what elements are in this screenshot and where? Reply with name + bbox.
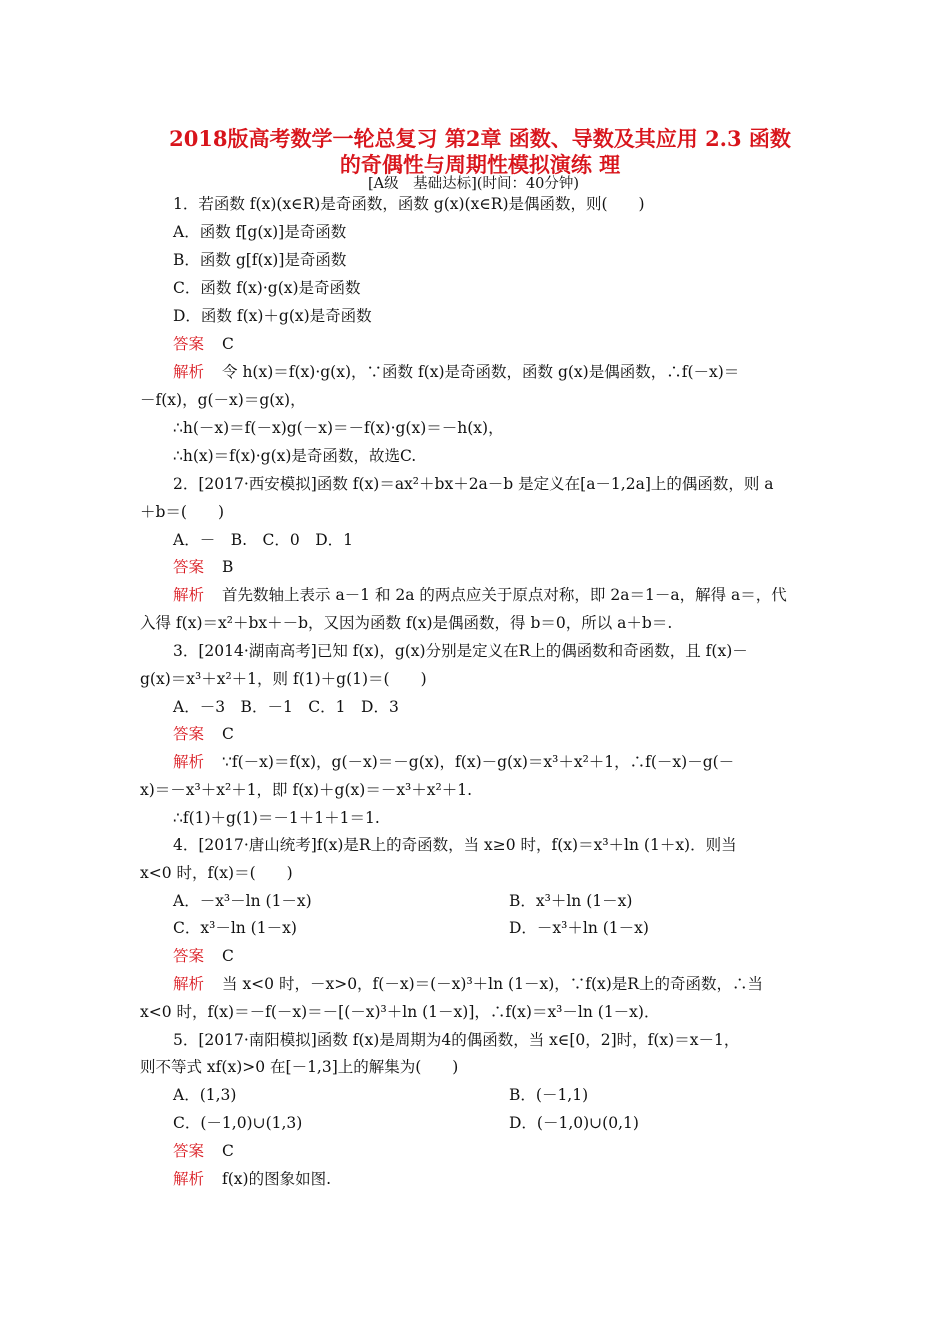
analysis-label: 解析 — [173, 363, 205, 381]
analysis-label: 解析 — [173, 1170, 205, 1188]
level-subtitle: [A级 基础达标](时间：40分钟) — [368, 176, 580, 192]
q3-analysis-text: ∵f(－x)＝f(x)，g(－x)＝－g(x)，f(x)－g(x)＝x³＋x²＋1，∴f(－x)－g(－ — [222, 753, 735, 771]
q1-analysis-line2: －f(x)，g(－x)＝g(x)， — [140, 391, 306, 409]
q5-option-a: A．(1,3) — [173, 1086, 237, 1104]
q1-option-d: D．函数 f(x)＋g(x)是奇函数 — [173, 307, 372, 325]
q5-answer-value: C — [222, 1142, 234, 1160]
q2-options: A．－ B. C．0 D．1 — [173, 531, 354, 549]
q4-analysis — [173, 974, 763, 994]
q5-analysis — [173, 1169, 331, 1189]
q2-answer-value: B — [222, 558, 234, 576]
q3-answer — [173, 724, 234, 744]
q4-option-c: C．x³－ln (1－x) — [173, 919, 297, 937]
q1-analysis-line4: ∴h(x)＝f(x)·g(x)是奇函数，故选C. — [173, 447, 417, 465]
q4-analysis-line2: x<0 时，f(x)＝－f(－x)＝－[(－x)³＋ln (1－x)]，∴f(x)＝x³－ln (1－x)． — [140, 1003, 660, 1021]
analysis-label: 解析 — [173, 975, 205, 993]
q1-option-a: A．函数 f[g(x)]是奇函数 — [173, 223, 347, 241]
q2-analysis-text: 首先数轴上表示 a－1 和 2a 的两点应关于原点对称，即 2a＝1－a，解得 a＝，代 — [222, 586, 787, 604]
q1-analysis-text: 令 h(x)＝f(x)·g(x)，∵函数 f(x)是奇函数，函数 g(x)是偶函数，∴f(－x)＝ — [222, 363, 740, 381]
q2-answer — [173, 557, 233, 577]
q1-option-b: B．函数 g[f(x)]是奇函数 — [173, 251, 347, 269]
answer-label: 答案 — [173, 335, 205, 353]
answer-label: 答案 — [173, 1142, 205, 1160]
q3-answer-value: C — [222, 725, 234, 743]
answer-label: 答案 — [173, 947, 205, 965]
answer-label: 答案 — [173, 725, 205, 743]
q5-stem: 5．[2017·南阳模拟]函数 f(x)是周期为4的偶函数，当 x∈[0，2]时，f(x)＝x－1， — [173, 1031, 740, 1049]
q1-answer-value: C — [222, 335, 234, 353]
doc-title-line1: 2018版高考数学一轮总复习 第2章 函数、导数及其应用 2.3 函数 — [169, 126, 791, 151]
q2-analysis — [173, 585, 787, 605]
q5-option-b: B．(－1,1) — [509, 1086, 589, 1104]
analysis-label: 解析 — [173, 586, 205, 604]
q4-option-b: B．x³＋ln (1－x) — [509, 892, 633, 910]
q2-stem-line2: ＋b＝( ) — [140, 503, 225, 521]
q3-analysis-line2: x)＝－x³＋x²＋1，即 f(x)＋g(x)＝－x³＋x²＋1. — [140, 781, 473, 799]
q3-analysis — [173, 752, 734, 772]
q1-answer — [173, 334, 234, 354]
q4-stem-line2: x<0 时，f(x)＝( ) — [140, 864, 293, 882]
q2-stem: 2．[2017·西安模拟]函数 f(x)＝ax²＋bx＋2a－b 是定义在[a－1,2a]上的偶函数，则 a — [173, 475, 774, 493]
q5-answer — [173, 1141, 234, 1161]
q5-stem-line2: 则不等式 xf(x)>0 在[－1,3]上的解集为( ) — [140, 1058, 459, 1076]
q4-analysis-text: 当 x<0 时，－x>0，f(－x)＝(－x)³＋ln (1－x)，∵f(x)是R上的奇函数，∴当 — [222, 975, 763, 993]
q4-option-a: A．－x³－ln (1－x) — [173, 892, 312, 910]
q1-option-c: C．函数 f(x)·g(x)是奇函数 — [173, 279, 361, 297]
q1-analysis-line3: ∴h(－x)＝f(－x)g(－x)＝－f(x)·g(x)＝－h(x)， — [173, 419, 504, 437]
q1-analysis — [173, 362, 739, 382]
q3-options: A．－3 B．－1 C．1 D．3 — [173, 698, 399, 716]
q4-option-d: D．－x³＋ln (1－x) — [509, 919, 649, 937]
analysis-label: 解析 — [173, 753, 205, 771]
doc-title-line2: 的奇偶性与周期性模拟演练 理 — [339, 152, 621, 177]
q5-option-c: C．(－1,0)∪(1,3) — [173, 1114, 303, 1132]
q1-stem: 1．若函数 f(x)(x∈R)是奇函数，函数 g(x)(x∈R)是偶函数，则( ) — [173, 195, 645, 213]
q5-analysis-text: f(x)的图象如图. — [222, 1170, 332, 1188]
q3-analysis-line3: ∴f(1)＋g(1)＝－1＋1＋1＝1. — [173, 809, 380, 827]
q4-answer-value: C — [222, 947, 234, 965]
q4-stem: 4．[2017·唐山统考]f(x)是R上的奇函数，当 x≥0 时，f(x)＝x³＋ln (1＋x)．则当 — [173, 836, 737, 854]
q2-analysis-line2: 入得 f(x)＝x²＋bx＋－b，又因为函数 f(x)是偶函数，得 b＝0，所以 a＋b＝. — [140, 614, 673, 632]
q3-stem-line2: g(x)＝x³＋x²＋1，则 f(1)＋g(1)＝( ) — [140, 670, 427, 688]
q3-stem: 3．[2014·湖南高考]已知 f(x)，g(x)分别是定义在R上的偶函数和奇函数，且 f(x)－ — [173, 642, 748, 660]
answer-label: 答案 — [173, 558, 205, 576]
q5-option-d: D．(－1,0)∪(0,1) — [509, 1114, 639, 1132]
q4-answer — [173, 946, 234, 966]
